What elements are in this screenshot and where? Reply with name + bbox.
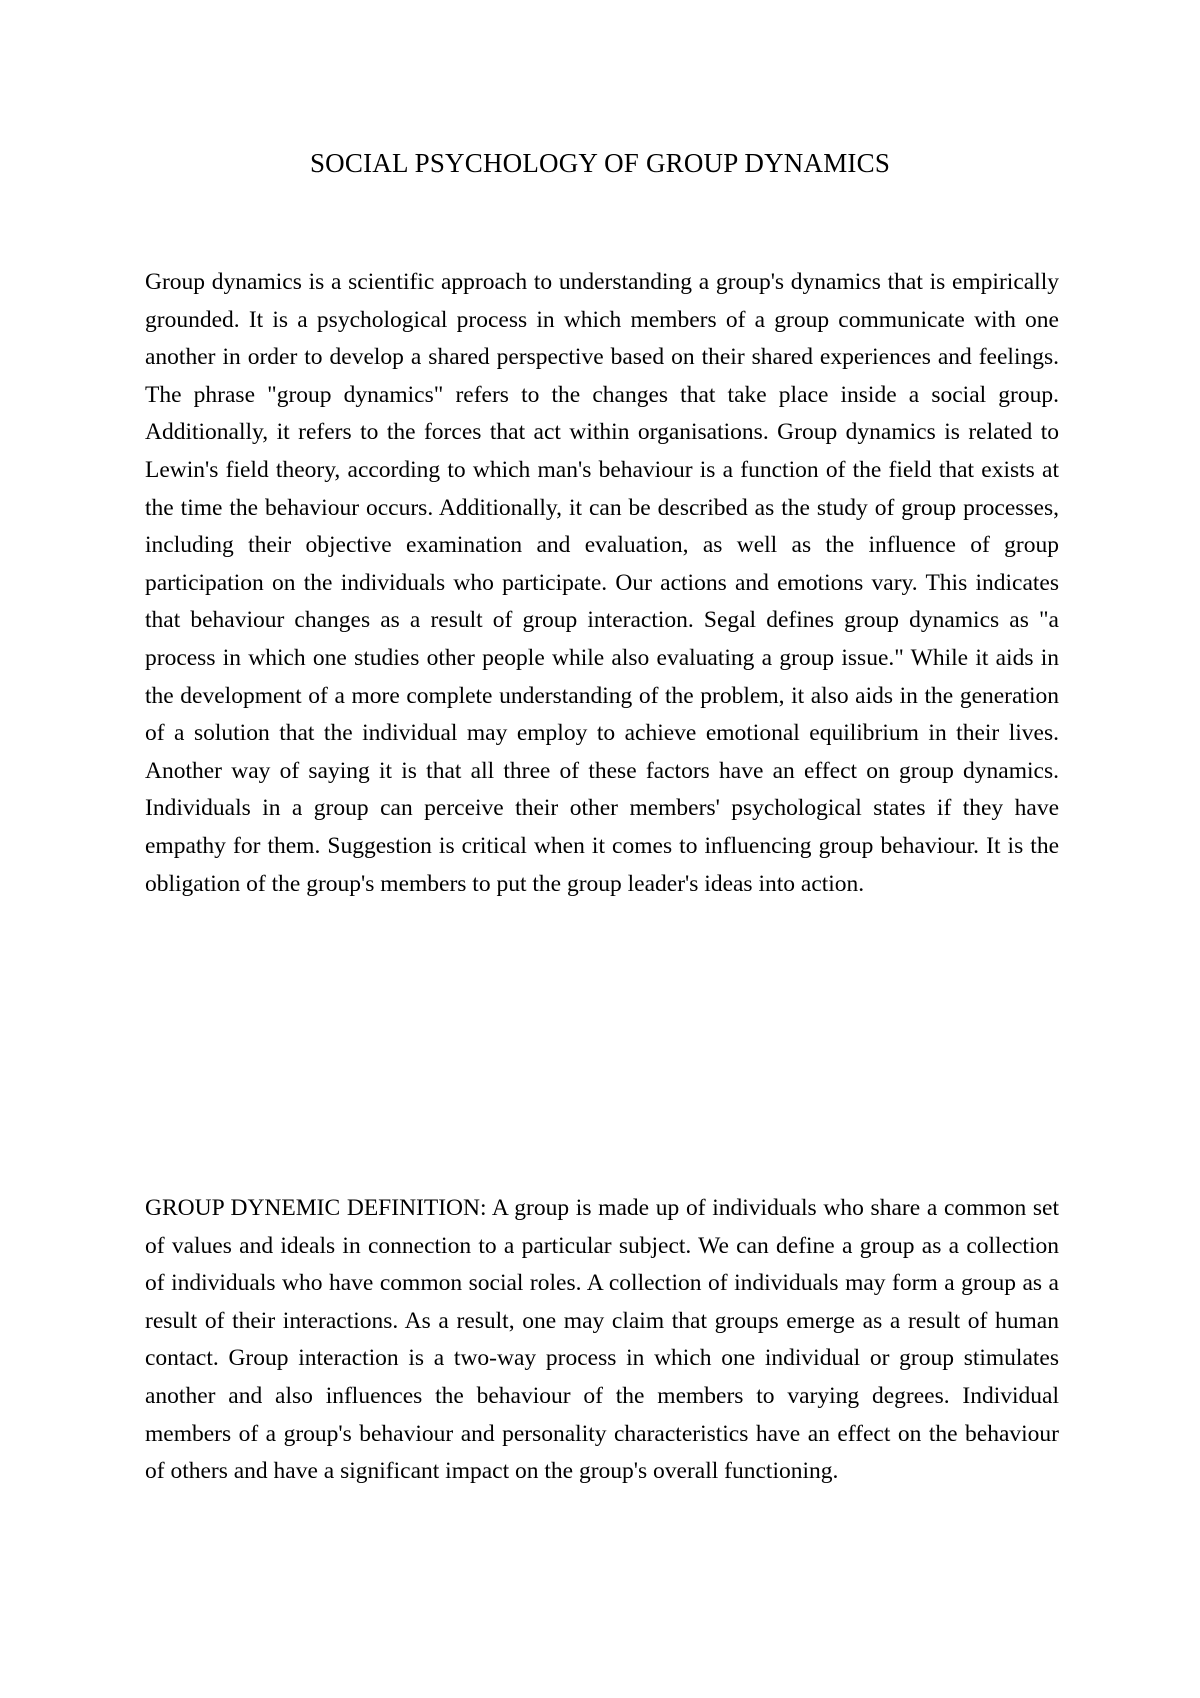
document-title: SOCIAL PSYCHOLOGY OF GROUP DYNAMICS bbox=[309, 148, 891, 178]
paragraph-group-dynamics-intro: Group dynamics is a scientific approach to understanding a group's dynamics that is empirically grounded. It is a psychological process in which members of a group communicate with one another in order to develop a shared perspective based on their shared experiences and feelings. The phrase "group dynamics" refers to the changes that take place inside a social group. Additionally, it refers to the forces that act within organisations. Group dynamics is related to Lewin's field theory, according to which man's behaviour is a function of the field that exists at the time the behaviour occurs. Additionally, it can be described as the study of group processes, including their objective examination and evaluation, as well as the influence of group participation on the individuals who participate. Our actions and emotions vary. This indicates that behaviour changes as a result of group interaction. Segal defines group dynamics as "a process in which one studies other people while also evaluating a group issue." While it aids in the development of a more complete understanding of the problem, it also aids in the generation of a solution that the individual may employ to achieve emotional equilibrium in their lives. Another way of saying it is that all three of these factors have an effect on group dynamics. Individuals in a group can perceive their other members' psychological states if they have empathy for them. Suggestion is critical when it comes to influencing group behaviour. It is the obligation of the group's members to put the group leader's ideas into action. bbox=[145, 269, 1059, 897]
paragraph-group-definition: GROUP DYNEMIC DEFINITION: A group is made up of individuals who share a common set of values and ideals in connection to a particular subject. We can define a group as a collection of individuals who have common social roles. A collection of individuals may form a group as a result of their interactions. As a result, one may claim that groups emerge as a result of human contact. Group interaction is a two-way process in which one individual or group stimulates another and also influences the behaviour of the members to varying degrees. Individual members of a group's behaviour and personality characteristics have an effect on the behaviour of others and have a significant impact on the group's overall functioning. bbox=[145, 1195, 1059, 1485]
